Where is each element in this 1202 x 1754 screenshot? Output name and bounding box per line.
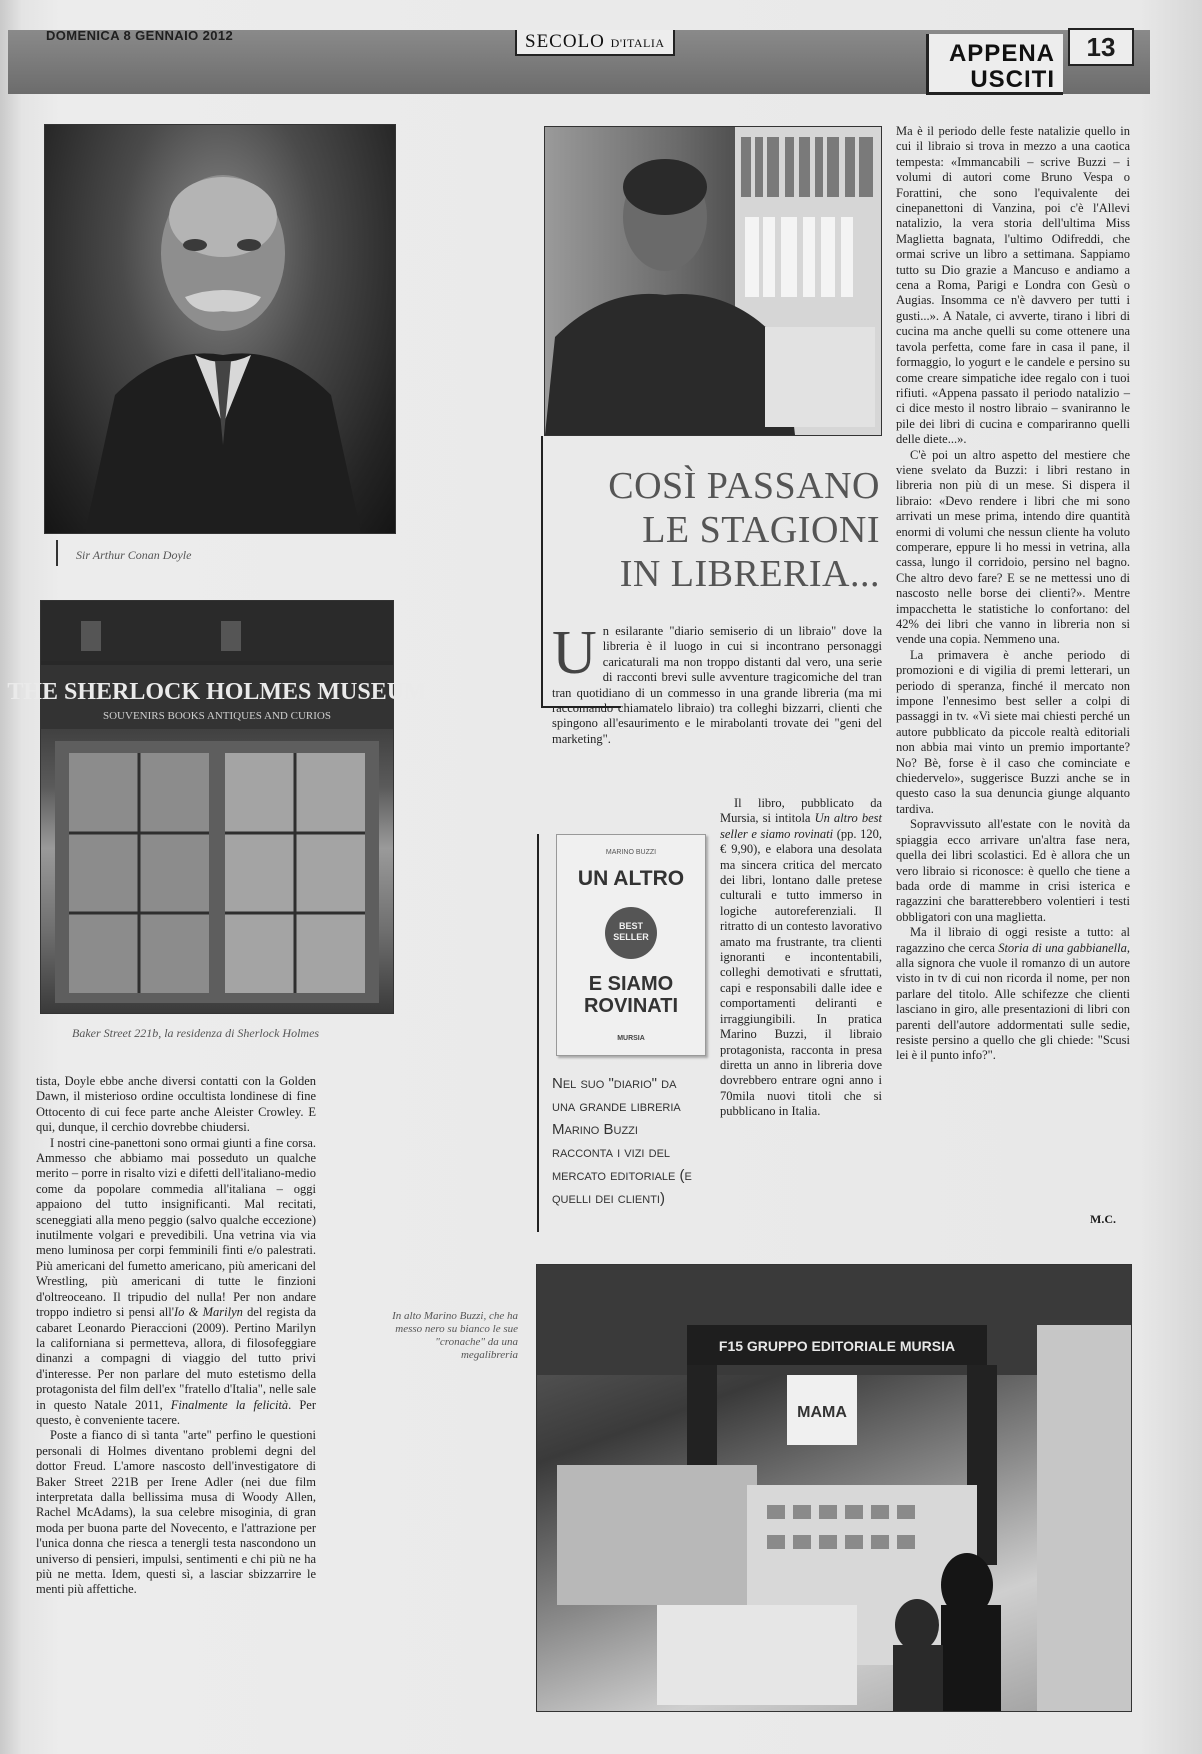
- article-p1-text: n esilarante "diario semiserio di un libraio" dove la libreria è il luogo in cui si incontrano personaggi caricaturali ma non troppo distanti dal vero, una serie di racconti brevi sulle avventure tragicomiche del tran tran quotidiano di un commesso in una grande libreria (ma mi raccomando chiamatelo libraio) tra colleghi bizzarri, clienti che spingono all'esaurimento e le mirabolanti trovate dei "geni del marketing".: [552, 624, 882, 746]
- headline-line3: IN LIBRERIA...: [619, 553, 880, 595]
- book-cover: [556, 834, 706, 1056]
- left-paragraph-2: [36, 1136, 316, 1429]
- article-p7-text-a: Ma il libraio di oggi resiste a tutto: al ragazzino che cerca: [896, 925, 1130, 955]
- article-paragraph-2: [720, 796, 882, 1120]
- finalmente-felicita-title-italic: Finalmente la felicità: [170, 1397, 289, 1412]
- museum-caption: Baker Street 221b, la residenza di Sherlock Holmes: [72, 1026, 320, 1040]
- left-p2-text-a: I nostri cine-panettoni sono ormai giunti a fine corsa. Ammesso che abbiamo mai posseduto un qualche merito – porre in risalto vizi e difetti dell'italiano-medio come da popolare commedia all'italiana – oggi appaiono del tutto insignificanti. Mal recitati, sceneggiati alla meno peggio (salvo qualche eccezione) inutilmente volgari e prevedibili. Una vetrina via via meno luminosa per corpi femminili finti e/o palestrati. Più americani del fumetto americano, più americani del Wrestling, più americani di tutte le finzioni d'oltreoceano. Il tripudio del nulla! Per non andare troppo indietro si pensi all': [36, 1135, 316, 1320]
- article-paragraph-4: C'è poi un altro aspetto del mestiere che viene svelato da Buzzi: i libri restano in libreria non più di un mese. Si dispera il libraio: «Devo rendere i libri che mi sono arrivati un mese prima, intendo dire quantità enormi di volumi che nessun cliente ha voluto comperare, eppure li ho messi in vetrina, alla cassa, lungo il corridoio, persino nel bagno. Che altro devo fare? E se ne mettessi uno di nascosto nelle borse dei clienti?». Mentre impacchetta le statistiche lo confortano: del 42% dei libri che vanno in libreria non si vende una copia. Nemmeno una.: [896, 447, 1130, 647]
- masthead-title: SECOLO: [525, 31, 605, 52]
- book-cover-publisher: MURSIA: [617, 1035, 645, 1042]
- page-number: 13: [1068, 28, 1134, 66]
- article-paragraph-3: Ma è il periodo delle feste natalizie quello in cui il libraio si trova in mezzo a una caotica tempesta: «Immancabili – scrive Buzzi – i volumi di autori come Bruno Vespa o Forattini, che sono l'equivalente dei cinepanettoni di Vanzina, poi c'è l'Allevi natalizio, la vera storia dell'ultima Miss Maglietta bagnata, l'ultimo Odifreddi, che ormai scrive un libro a settimana. Sappiamo tutto su Dio grazie a Mancuso e andiamo a cena a Roma, Parigi e Londra con Gesù o Augias. Insomma ce n'è davvero per tutti i gusti...». A Natale, ci avverte, tirano i libri di cucina ma anche quelli su come ottenere una tavola perfetta, come fare in casa il pane, il formaggio, lo yogurt e le candele e persino su come creare simpatiche idee regalo con i tuoi rifiuti. «Appena passato il periodo natalizio – ci dice mesto il nostro libraio – svaniranno le pile dei libri di cucina e compariranno quelli delle diete...».: [896, 124, 1130, 447]
- article-column-right: [896, 124, 1130, 1222]
- doyle-caption-rule: [56, 540, 58, 566]
- header-date: DOMENICA 8 GENNAIO 2012: [46, 28, 234, 43]
- article-p2-text-b: (pp. 120, € 9,90), e elabora una desolata ma sincera critica del mercato dei libri, lontano dalle pretese culturali e tutto immerso in logiche autoreferenziali. Il ritratto di un contesto lavorativo amato ma frustrante, tra clienti ignoranti e incontentabili, colleghi demotivati e sfruttati, capi e responsabili dalle idee e comportamenti deliranti e irraggiungibili. In pratica Marino Buzzi, il libraio protagonista, racconta in presa diretta un anno in libreria dove dovrebbero entrare ogni anno i 70mila nuovi titoli che si pubblicano in Italia.: [720, 826, 882, 1119]
- headline-line2: LE STAGIONI: [642, 509, 880, 551]
- book-cover-title-line2: E SIAMO ROVINATI: [583, 973, 679, 1017]
- museum-storefront-illustration: [7, 601, 427, 1013]
- doyle-portrait-photo: [44, 124, 396, 534]
- article-headline: [560, 464, 880, 596]
- pullquote: Nel suo "diario" da una grande libreria Marino Buzzi racconta i vizi del mercato editoriale (e quelli dei clienti): [552, 1075, 692, 1207]
- left-p2-text-b: del regista da cabaret Leonardo Pieraccioni (2009). Pertino Marilyn la californiana si permetteva, allora, di filosofeggiare dinanzi a compagni di viaggio del tutto privi d'interesse. Per non parlare del muto estetismo della protagonista del film dell'ex "fratello d'Italia", nelle sale in questo Natale 2011,: [36, 1305, 316, 1412]
- article-column-middle: [552, 619, 882, 747]
- book-fair-illustration: [537, 1265, 1131, 1711]
- article-paragraph-5: La primavera è anche periodo di promozioni e di vigilia di premi letterari, un periodo di speranza, finché il mercato non impone l'ennesimo best seller a colpi di passaggi in tv. «Vi siete mai chiesti perché un autore pubblicato da piccole realtà editoriali non abbia mai vinto un premio importante? No? Bè, forse è il caso che cominciate e chiedervelo», suggerisce Buzzi anche se in questo caso la sua denuncia giunge alquanto tardiva.: [896, 647, 1130, 816]
- book-cover-author: MARINO BUZZI: [605, 849, 657, 856]
- left-paragraph-3: Poste a fianco di sì tanta "arte" perfino le questioni personali di Holmes diventano problemi degni del dottor Freud. L'amore nascosto dell'investigatore di Baker Street 221B per Irene Adler (nei due film interpretata dalla bellissima musa di Woody Allen, Rachel McAdams), la sua celebre misoginia, di gran moda per buona parte del Novecento, e l'attrazione per l'unica donna che riesca a tenergli testa nascondono un universo di pensieri, impulsi, sentimenti e chi più ne ha più ne metta. Idem, questi sì, a lasciar sbizzarrire le menti più affettiche.: [36, 1428, 316, 1597]
- museum-sign-subtext: SOUVENIRS BOOKS ANTIQUES AND CURIOS: [103, 710, 331, 722]
- fair-photo-caption: In alto Marino Buzzi, che ha messo nero su bianco le sue "cronache" da una megalibreria: [392, 1310, 518, 1361]
- museum-sign-text: THE SHERLOCK HOLMES MUSEUM: [7, 679, 427, 705]
- left-p2-text-c: . Per questo, è conveniente tacere.: [36, 1397, 316, 1427]
- left-paragraph-1: tista, Doyle ebbe anche diversi contatti con la Golden Dawn, il misterioso ordine occultista londinese di fine Ottocento di cui fece parte anche Aleister Crowley. E qui, dunque, il cerchio dovrebbe chiudersi.: [36, 1074, 316, 1135]
- article-p2-text-a: Il libro, pubblicato da Mursia, si intitola: [720, 796, 882, 826]
- dropcap-letter: U: [552, 619, 597, 687]
- headline-frame-vertical: [541, 436, 543, 708]
- fair-stand-label: F15 GRUPPO EDITORIALE MURSIA: [718, 1338, 956, 1354]
- article-column-middle-lower: [720, 796, 882, 1230]
- author-bookshelf-illustration: [545, 127, 881, 435]
- doyle-portrait-illustration: [45, 125, 395, 533]
- fair-book-title: MAMA: [797, 1404, 847, 1421]
- article-p7-text-b: , alla signora che vuole il romanzo di un autore visto in tv di cui non ricorda il nome, per non parlare del titolo. Alle schifezze che clienti lasciano in giro, alle presentazioni di libri con parenti dell'autore addormentati sulle sedie, resiste persino a quello che gli chiede: "Scusi lei è il punto info?".: [896, 940, 1131, 1063]
- article-paragraph-6: Sopravvissuto all'estate con le novità da spiaggia ecco arrivare un'altra fase nera, quella dei libri scolastici. Ed è allora che un vero libraio si riconosce: è quello che tiene a bada orde di mamme in crisi isterica e ragazzini che baratterebbero volentieri i testi obbligatori con una maglietta.: [896, 817, 1130, 924]
- headline-line1: COSÌ PASSANO: [608, 465, 880, 507]
- best-seller-badge-text: BEST SELLER: [613, 921, 649, 942]
- masthead-subtitle: D'ITALIA: [610, 36, 665, 50]
- book-cover-title-line1: UN ALTRO: [577, 867, 685, 890]
- sherlock-museum-photo: [7, 600, 427, 1014]
- newspaper-masthead: [515, 30, 675, 56]
- section-label-line2: USCITI: [970, 66, 1055, 93]
- book-title-italic: Un altro best seller e siamo rovinati: [720, 811, 882, 841]
- section-label: [926, 34, 1063, 95]
- pullquote-frame: [537, 834, 539, 1232]
- article-signature: M.C.: [1090, 1212, 1116, 1226]
- article-column-left: [36, 1074, 316, 1718]
- doyle-caption: Sir Arthur Conan Doyle: [76, 548, 192, 562]
- best-seller-badge: [605, 907, 657, 959]
- book-fair-photo: [536, 1264, 1132, 1712]
- io-marilyn-title-italic: Io & Marilyn: [173, 1305, 243, 1320]
- gabbianella-title-italic: Storia di una gabbianella: [998, 940, 1127, 955]
- section-label-line1: APPENA: [948, 40, 1055, 67]
- article-paragraph-1: [552, 619, 882, 747]
- marino-buzzi-photo: [544, 126, 882, 436]
- article-paragraph-7: [896, 925, 1130, 1064]
